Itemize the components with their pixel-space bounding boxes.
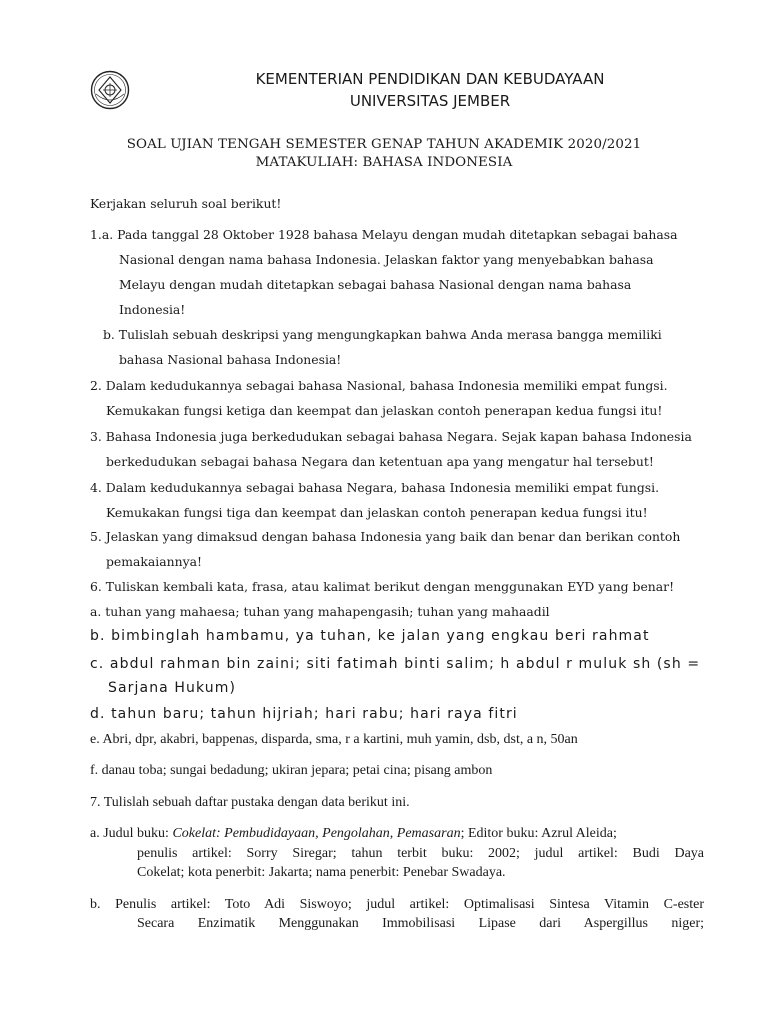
q3-line-1: 3. Bahasa Indonesia juga berkedudukan sebagai bahasa Negara. Sejak kapan bahasa Indonesia bbox=[90, 429, 692, 444]
q1b-line-1: b. Tulislah sebuah deskripsi yang mengungkapkan bahwa Anda merasa bangga memiliki bbox=[103, 327, 662, 342]
q7-item-b-line-1: b. Penulis artikel: Toto Adi Siswoyo; judul artikel: Optimalisasi Sintesa Vitamin C-ester bbox=[90, 897, 704, 912]
q2-line-1: 2. Dalam kedudukannya sebagai bahasa Nasional, bahasa Indonesia memiliki empat fungsi. bbox=[90, 378, 668, 393]
q1a-line-3: Melayu dengan mudah ditetapkan sebagai bahasa Nasional dengan nama bahasa bbox=[119, 277, 632, 292]
q7-prompt: 7. Tulislah sebuah daftar pustaka dengan data berikut ini. bbox=[90, 795, 410, 810]
q6-item-c-line-2: Sarjana Hukum) bbox=[108, 680, 237, 696]
q6-item-e: e. Abri, dpr, akabri, bappenas, disparda, sma, r a kartini, muh yamin, dsb, dst, a n, 50an bbox=[90, 732, 578, 747]
q7-item-b-line-2: Secara Enzimatik Menggunakan Immobilisasi Lipase dari Aspergillus niger; bbox=[137, 916, 704, 931]
q6-item-c-line-1: c. abdul rahman bin zaini; siti fatimah binti salim; h abdul r muluk sh (sh = bbox=[90, 656, 701, 672]
q1a-line-2: Nasional dengan nama bahasa Indonesia. Jelaskan faktor yang menyebabkan bahasa bbox=[119, 252, 654, 267]
q6-item-f: f. danau toba; sungai bedadung; ukiran jepara; petai cina; pisang ambon bbox=[90, 763, 493, 778]
q1b-line-2: bahasa Nasional bahasa Indonesia! bbox=[119, 352, 342, 367]
q6-item-d: d. tahun baru; tahun hijriah; hari rabu; hari raya fitri bbox=[90, 706, 518, 722]
q6-prompt: 6. Tuliskan kembali kata, frasa, atau kalimat berikut dengan menggunakan EYD yang benar! bbox=[90, 579, 675, 594]
q1a-line-1: 1.a. Pada tanggal 28 Oktober 1928 bahasa Melayu dengan mudah ditetapkan sebagai bahasa bbox=[90, 227, 678, 242]
course-title: MATAKULIAH: BAHASA INDONESIA bbox=[255, 155, 513, 170]
university-heading: UNIVERSITAS JEMBER bbox=[349, 92, 511, 110]
q7-item-a-line-1 bbox=[90, 826, 704, 842]
q6-item-a: a. tuhan yang mahaesa; tuhan yang mahapengasih; tuhan yang mahaadil bbox=[90, 604, 550, 619]
exam-title: SOAL UJIAN TENGAH SEMESTER GENAP TAHUN AKADEMIK 2020/2021 bbox=[126, 137, 642, 152]
q3-line-2: berkedudukan sebagai bahasa Negara dan ketentuan apa yang mengatur hal tersebut! bbox=[106, 454, 654, 469]
university-seal-logo bbox=[90, 70, 130, 110]
q7-a-prefix: a. Judul buku: bbox=[90, 826, 173, 841]
ministry-heading: KEMENTERIAN PENDIDIKAN DAN KEBUDAYAAN bbox=[255, 70, 605, 88]
q4-line-2: Kemukakan fungsi tiga dan keempat dan jelaskan contoh penerapan kedua fungsi itu! bbox=[106, 505, 648, 520]
q7-item-a-line-2: penulis artikel: Sorry Siregar; tahun terbit buku: 2002; judul artikel: Budi Daya bbox=[137, 846, 704, 861]
q5-line-2: pemakaiannya! bbox=[106, 554, 202, 569]
q6-item-b: b. bimbinglah hambamu, ya tuhan, ke jalan yang engkau beri rahmat bbox=[90, 628, 650, 644]
q7-a-rest: ; Editor buku: Azrul Aleida; bbox=[460, 826, 617, 841]
q4-line-1: 4. Dalam kedudukannya sebagai bahasa Negara, bahasa Indonesia memiliki empat fungsi. bbox=[90, 480, 660, 495]
q5-line-1: 5. Jelaskan yang dimaksud dengan bahasa Indonesia yang baik dan benar dan berikan contoh bbox=[90, 529, 681, 544]
q2-line-2: Kemukakan fungsi ketiga dan keempat dan jelaskan contoh penerapan kedua fungsi itu! bbox=[106, 403, 663, 418]
q7-item-a-line-3: Cokelat; kota penerbit: Jakarta; nama penerbit: Penebar Swadaya. bbox=[137, 865, 506, 880]
instruction-text: Kerjakan seluruh soal berikut! bbox=[90, 196, 282, 211]
q7-a-book-title: Cokelat: Pembudidayaan, Pengolahan, Pemasaran bbox=[172, 826, 461, 841]
q1a-line-4: Indonesia! bbox=[119, 302, 186, 317]
